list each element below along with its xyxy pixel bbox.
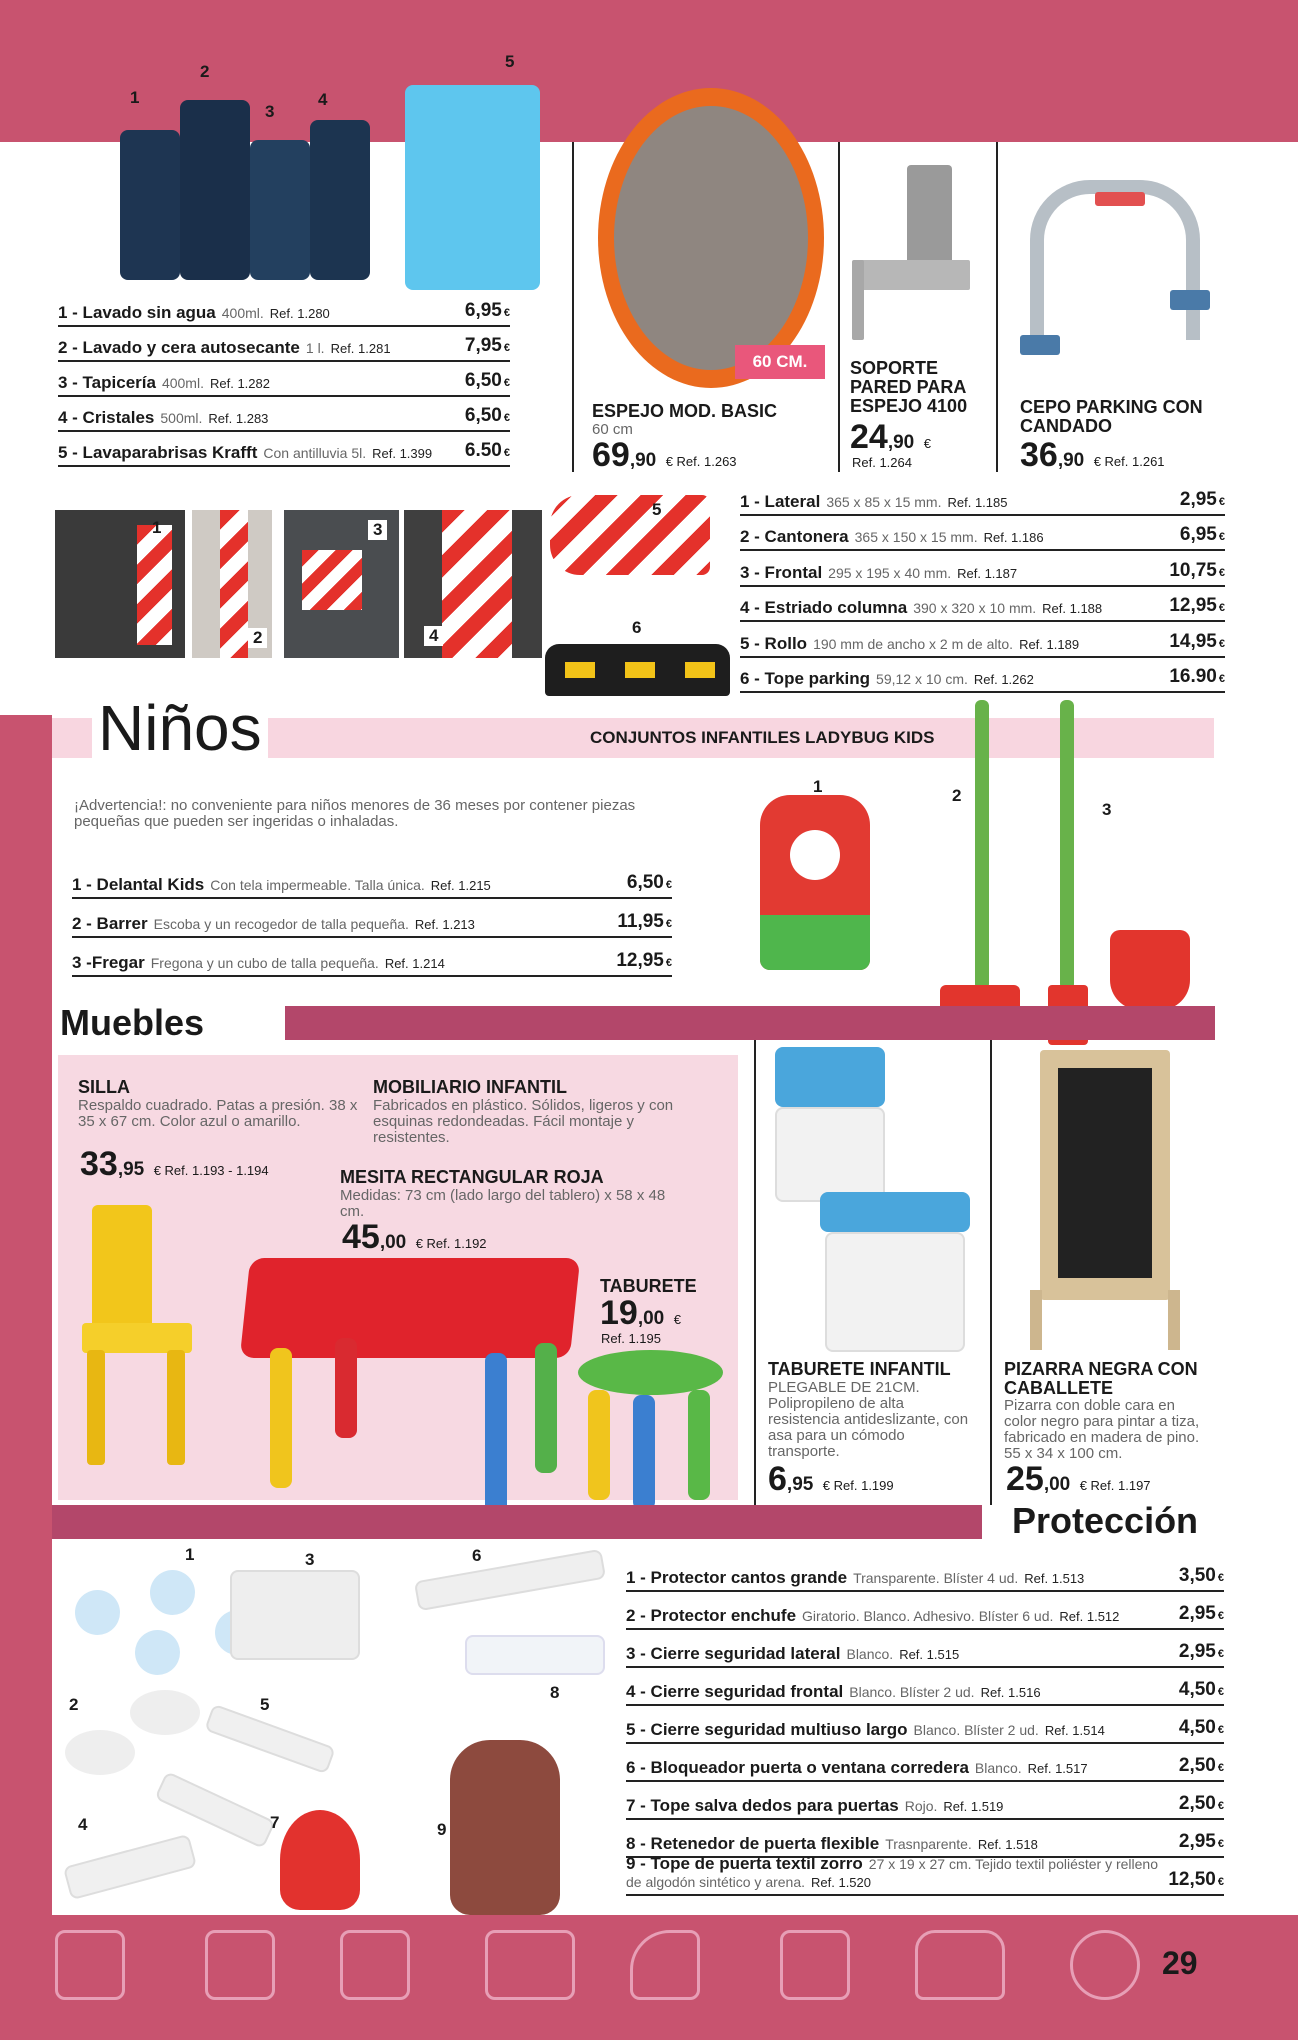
pizarra-price: 25,00 € Ref. 1.197 bbox=[1006, 1460, 1151, 1498]
item-name: 2 - Lavado y cera autosecante bbox=[58, 338, 300, 357]
car-care-row bbox=[58, 401, 510, 432]
item-ref: Ref. 1.280 bbox=[269, 306, 330, 321]
car-icon bbox=[915, 1930, 1005, 2000]
item-price: 6.50 € bbox=[464, 440, 510, 461]
item-name: 3 - Cierre seguridad lateral bbox=[626, 1644, 841, 1663]
item-price: 2,50 € bbox=[1178, 1793, 1224, 1814]
tope-parking-photo bbox=[545, 644, 730, 696]
divider bbox=[754, 1040, 756, 1505]
item-ref: Ref. 1.519 bbox=[943, 1799, 1004, 1814]
divider bbox=[838, 142, 840, 472]
teddy-bear-icon bbox=[1070, 1930, 1140, 2000]
item-desc: Escoba y un recogedor de talla pequeña. bbox=[153, 916, 409, 932]
proteccion-label: 9 bbox=[437, 1820, 447, 1839]
item-price: 12,50 € bbox=[1168, 1869, 1224, 1890]
item-price: 12,95 € bbox=[616, 950, 672, 971]
mobiliario-desc: Fabricados en plástico. Sólidos, ligeros y con esquinas redondeadas. Fácil montaje y resistentes. bbox=[373, 1097, 674, 1146]
item-ref: Ref. 1.188 bbox=[1042, 601, 1103, 616]
taburete-infantil-price: 6,95 € Ref. 1.199 bbox=[768, 1460, 894, 1498]
item-name: 5 - Rollo bbox=[740, 633, 808, 653]
garage-row bbox=[740, 484, 1225, 516]
item-desc: 295 x 195 x 40 mm. bbox=[828, 564, 952, 581]
item-desc: 390 x 320 x 10 mm. bbox=[913, 600, 1037, 616]
item-desc: 1 l. bbox=[305, 340, 325, 356]
divider bbox=[996, 142, 998, 472]
item-price: 4,50 € bbox=[1178, 1717, 1224, 1738]
item-desc: Rojo. bbox=[904, 1798, 938, 1814]
item-desc: 400ml. bbox=[221, 305, 264, 321]
proteccion-row bbox=[626, 1634, 1224, 1668]
proteccion-row bbox=[626, 1672, 1224, 1706]
item-price: 4,50 € bbox=[1178, 1679, 1224, 1700]
page-number: 29 bbox=[1162, 1945, 1198, 1981]
item-desc: Blanco. Blíster 2 ud. bbox=[913, 1722, 1039, 1738]
cleaning-icon bbox=[205, 1930, 275, 2000]
furniture-icon bbox=[780, 1930, 850, 2000]
item-name: 5 - Lavaparabrisas Krafft bbox=[58, 443, 258, 462]
pizarra-photo bbox=[1030, 1050, 1180, 1350]
car-care-row bbox=[58, 366, 510, 397]
proteccion-label: 1 bbox=[185, 1545, 195, 1564]
item-name: 3 -Fregar bbox=[72, 953, 145, 972]
taburete-infantil-desc: PLEGABLE DE 21CM. Polipropileno de alta resistencia antideslizante, con asa para un cómodo transporte. bbox=[768, 1379, 969, 1460]
item-ref: Ref. 1.281 bbox=[330, 341, 391, 356]
ninos-label: 2 bbox=[952, 786, 962, 805]
ninos-subheading: CONJUNTOS INFANTILES LADYBUG KIDS bbox=[590, 728, 935, 747]
item-desc: Giratorio. Blanco. Adhesivo. Blíster 6 ud. bbox=[802, 1608, 1054, 1624]
item-price: 2,95 € bbox=[1178, 1603, 1224, 1624]
item-name: 4 - Estriado columna bbox=[740, 598, 908, 617]
cepo-price: 36,90 € Ref. 1.261 bbox=[1020, 436, 1165, 474]
item-name: 8 - Retenedor de puerta flexible bbox=[626, 1834, 880, 1853]
car-care-row bbox=[58, 436, 510, 467]
proteccion-heading: Protección bbox=[1012, 1500, 1199, 1541]
item-desc: Trasnparente. bbox=[885, 1836, 972, 1852]
garage-row bbox=[740, 555, 1225, 587]
mobiliario-title: MOBILIARIO INFANTIL bbox=[373, 1077, 567, 1097]
proteccion-row bbox=[626, 1748, 1224, 1782]
item-name: 4 - Cristales bbox=[58, 408, 155, 427]
item-price: 10,75 € bbox=[1169, 559, 1225, 581]
item-name: 4 - Cierre seguridad frontal bbox=[626, 1682, 844, 1701]
item-ref: Ref. 1.186 bbox=[983, 530, 1044, 545]
mirror-photo bbox=[598, 88, 824, 388]
item-name: 9 - Tope de puerta textil zorro bbox=[626, 1854, 863, 1873]
item-ref: Ref. 1.189 bbox=[1019, 636, 1080, 652]
item-name: 6 - Tope parking bbox=[740, 669, 871, 688]
divider bbox=[990, 1040, 992, 1505]
item-name: 1 - Lavado sin agua bbox=[58, 303, 216, 322]
garage-label: 6 bbox=[632, 618, 642, 637]
garage-row bbox=[740, 520, 1225, 552]
item-ref: Ref. 1.518 bbox=[977, 1837, 1038, 1852]
toilet-icon bbox=[55, 1930, 125, 2000]
item-price: 6,95 € bbox=[464, 300, 510, 321]
mirror-price: 69,90 € Ref. 1.263 bbox=[592, 436, 737, 474]
item-name: 1 - Delantal Kids bbox=[72, 875, 205, 894]
item-ref: Ref. 1.399 bbox=[372, 446, 433, 461]
mirror-title: ESPEJO MOD. BASIC bbox=[592, 401, 778, 421]
taburete-ref: Ref. 1.195 bbox=[601, 1331, 661, 1346]
stool-photo bbox=[578, 1350, 723, 1510]
proteccion-row bbox=[626, 1558, 1224, 1592]
item-name: 2 - Cantonera bbox=[740, 527, 849, 546]
item-ref: Ref. 1.517 bbox=[1027, 1761, 1088, 1776]
silla-title: SILLA bbox=[78, 1077, 130, 1097]
item-ref: Ref. 1.512 bbox=[1059, 1609, 1120, 1624]
proteccion-row bbox=[626, 1854, 1224, 1896]
item-ref: Ref. 1.262 bbox=[973, 672, 1034, 687]
garage-label: 2 bbox=[248, 628, 267, 648]
item-desc: 400ml. bbox=[161, 375, 204, 391]
size-badge: 60 CM. bbox=[735, 345, 825, 379]
proteccion-bar bbox=[52, 1505, 982, 1539]
item-ref: Ref. 1.215 bbox=[430, 878, 491, 893]
item-price: 6,50 € bbox=[626, 872, 672, 893]
item-ref: Ref. 1.283 bbox=[208, 411, 269, 426]
garage-photos bbox=[52, 510, 542, 658]
ninos-row bbox=[72, 942, 672, 977]
pizarra-title: PIZARRA NEGRA CON CABALLETE bbox=[1004, 1359, 1198, 1398]
taburete-price: 19,00 € bbox=[600, 1294, 681, 1332]
item-ref: Ref. 1.516 bbox=[980, 1685, 1041, 1700]
silla-price: 33,95 € Ref. 1.193 - 1.194 bbox=[80, 1145, 269, 1183]
bottle-label: 1 bbox=[130, 88, 140, 107]
item-ref: Ref. 1.513 bbox=[1024, 1571, 1085, 1586]
item-name: 7 - Tope salva dedos para puertas bbox=[626, 1796, 899, 1815]
item-desc: 190 mm de ancho x 2 m de alto. bbox=[813, 635, 1014, 652]
garage-label: 5 bbox=[652, 500, 662, 519]
muebles-bar bbox=[285, 1006, 1215, 1040]
apron-photo bbox=[715, 765, 895, 975]
item-desc: Blanco. bbox=[974, 1760, 1022, 1776]
proteccion-label: 7 bbox=[270, 1813, 280, 1832]
taburete-title: TABURETE bbox=[600, 1276, 697, 1296]
taburete-infantil-title: TABURETE INFANTIL bbox=[768, 1359, 951, 1379]
taburete-infantil-photo bbox=[770, 1042, 970, 1362]
item-name: 6 - Bloqueador puerta o ventana corredera bbox=[626, 1758, 969, 1777]
rollo-photo bbox=[550, 495, 710, 575]
mesita-desc: Medidas: 73 cm (lado largo del tablero) x 58 x 48 cm. bbox=[340, 1187, 666, 1220]
item-desc: Fregona y un cubo de talla pequeña. bbox=[150, 955, 379, 971]
item-name: 1 - Lateral bbox=[740, 491, 821, 511]
item-ref: Ref. 1.213 bbox=[414, 917, 475, 932]
ninos-label: 3 bbox=[1102, 800, 1112, 819]
item-desc: 59,12 x 10 cm. bbox=[876, 671, 968, 687]
item-price: 2,95 € bbox=[1178, 1641, 1224, 1662]
proteccion-photos bbox=[55, 1540, 620, 1920]
mesita-title: MESITA RECTANGULAR ROJA bbox=[340, 1167, 604, 1187]
muebles-heading: Muebles bbox=[60, 1002, 205, 1043]
bottle-label: 2 bbox=[200, 62, 210, 81]
cepo-title: CEPO PARKING CON CANDADO bbox=[1020, 397, 1203, 436]
mop-photo bbox=[1040, 700, 1220, 1055]
garage-row bbox=[740, 626, 1225, 658]
proteccion-row bbox=[626, 1786, 1224, 1820]
item-price: 6,95 € bbox=[1179, 524, 1225, 545]
proteccion-label: 4 bbox=[78, 1815, 88, 1834]
silla-desc: Respaldo cuadrado. Patas a presión. 38 x 35 x 67 cm. Color azul o amarillo. bbox=[78, 1097, 358, 1130]
bottle-label: 3 bbox=[265, 102, 275, 121]
item-desc: Blanco. bbox=[846, 1646, 894, 1662]
soporte-title: SOPORTE PARED PARA ESPEJO 4100 bbox=[850, 358, 968, 416]
bottle-label: 4 bbox=[318, 90, 328, 109]
chair-photo bbox=[82, 1205, 192, 1465]
item-price: 2,95 € bbox=[1179, 488, 1225, 510]
pizarra-desc: Pizarra con doble cara en color negro para pintar a tiza, fabricado en madera de pino. 55 x 34 x 100 cm. bbox=[1004, 1397, 1200, 1462]
proteccion-row bbox=[626, 1596, 1224, 1630]
divider bbox=[572, 142, 574, 472]
ninos-row bbox=[72, 864, 672, 899]
proteccion-label: 2 bbox=[69, 1695, 79, 1714]
item-desc: 500ml. bbox=[160, 410, 203, 426]
item-name: 1 - Protector cantos grande bbox=[626, 1568, 848, 1587]
mirror-size: 60 cm bbox=[592, 421, 633, 438]
item-desc: 27 x 19 x 27 cm. Tejido textil poliéster y relleno de algodón sintético y arena. bbox=[626, 1856, 1159, 1890]
item-price: 11,95 € bbox=[617, 911, 672, 932]
item-price: 2,95 € bbox=[1178, 1831, 1224, 1852]
item-name: 5 - Cierre seguridad multiuso largo bbox=[626, 1720, 908, 1739]
garage-label: 1 bbox=[152, 518, 162, 537]
item-price: 2,50 € bbox=[1178, 1755, 1224, 1776]
item-name: 2 - Barrer bbox=[72, 914, 148, 933]
mesita-price: 45,00 € Ref. 1.192 bbox=[342, 1218, 487, 1256]
garage-label: 3 bbox=[368, 520, 387, 540]
proteccion-row bbox=[626, 1824, 1224, 1858]
item-ref: Ref. 1.214 bbox=[384, 956, 445, 971]
soporte-ref: Ref. 1.264 bbox=[852, 455, 912, 470]
item-price: 16.90 € bbox=[1169, 666, 1225, 687]
item-ref: Ref. 1.187 bbox=[957, 565, 1018, 581]
proteccion-label: 5 bbox=[260, 1695, 270, 1714]
cepo-photo bbox=[1020, 170, 1220, 370]
ninos-row bbox=[72, 903, 672, 938]
ninos-heading: Niños bbox=[92, 688, 268, 768]
cookware-icon bbox=[340, 1930, 410, 2000]
car-care-row bbox=[58, 331, 510, 362]
item-price: 3,50 € bbox=[1178, 1565, 1224, 1586]
bottles-photo bbox=[110, 52, 550, 300]
garage-label: 4 bbox=[424, 626, 443, 646]
proteccion-label: 3 bbox=[305, 1550, 315, 1569]
item-price: 6,50 € bbox=[464, 405, 510, 426]
item-ref: Ref. 1.515 bbox=[899, 1647, 960, 1662]
item-desc: Con antilluvia 5l. bbox=[263, 445, 367, 461]
item-price: 6,50 € bbox=[464, 370, 510, 391]
left-band bbox=[0, 715, 52, 1915]
table-photo bbox=[245, 1258, 575, 1523]
proteccion-row bbox=[626, 1710, 1224, 1744]
soporte-photo bbox=[852, 165, 972, 345]
item-desc: Con tela impermeable. Talla única. bbox=[210, 877, 425, 893]
garage-row bbox=[740, 591, 1225, 623]
soporte-price: 24,90 € bbox=[850, 418, 931, 456]
item-name: 3 - Frontal bbox=[740, 562, 823, 582]
ninos-warning: ¡Advertencia!: no conveniente para niños menores de 36 meses por contener piezas pequeñas que pueden ser ingeridas o inhaladas. bbox=[74, 797, 636, 830]
item-desc: Transparente. Blíster 4 ud. bbox=[853, 1570, 1019, 1586]
item-price: 12,95 € bbox=[1169, 595, 1225, 616]
item-price: 7,95 € bbox=[464, 335, 510, 356]
item-name: 3 - Tapicería bbox=[58, 373, 156, 392]
item-price: 14,95 € bbox=[1169, 630, 1225, 652]
garage-row bbox=[740, 662, 1225, 694]
item-desc: 365 x 150 x 15 mm. bbox=[854, 529, 978, 545]
bottle-label: 5 bbox=[505, 52, 515, 71]
item-desc: 365 x 85 x 15 mm. bbox=[826, 493, 942, 510]
item-ref: Ref. 1.514 bbox=[1044, 1723, 1105, 1738]
proteccion-label: 8 bbox=[550, 1683, 560, 1702]
item-desc: Blanco. Blíster 2 ud. bbox=[849, 1684, 975, 1700]
proteccion-label: 6 bbox=[472, 1546, 482, 1565]
ninos-label: 1 bbox=[813, 777, 823, 796]
item-ref: Ref. 1.185 bbox=[947, 494, 1008, 510]
item-ref: Ref. 1.282 bbox=[209, 376, 270, 391]
tv-icon bbox=[485, 1930, 575, 2000]
car-care-row bbox=[58, 296, 510, 327]
item-name: 2 - Protector enchufe bbox=[626, 1606, 797, 1625]
item-ref: Ref. 1.520 bbox=[811, 1875, 872, 1890]
